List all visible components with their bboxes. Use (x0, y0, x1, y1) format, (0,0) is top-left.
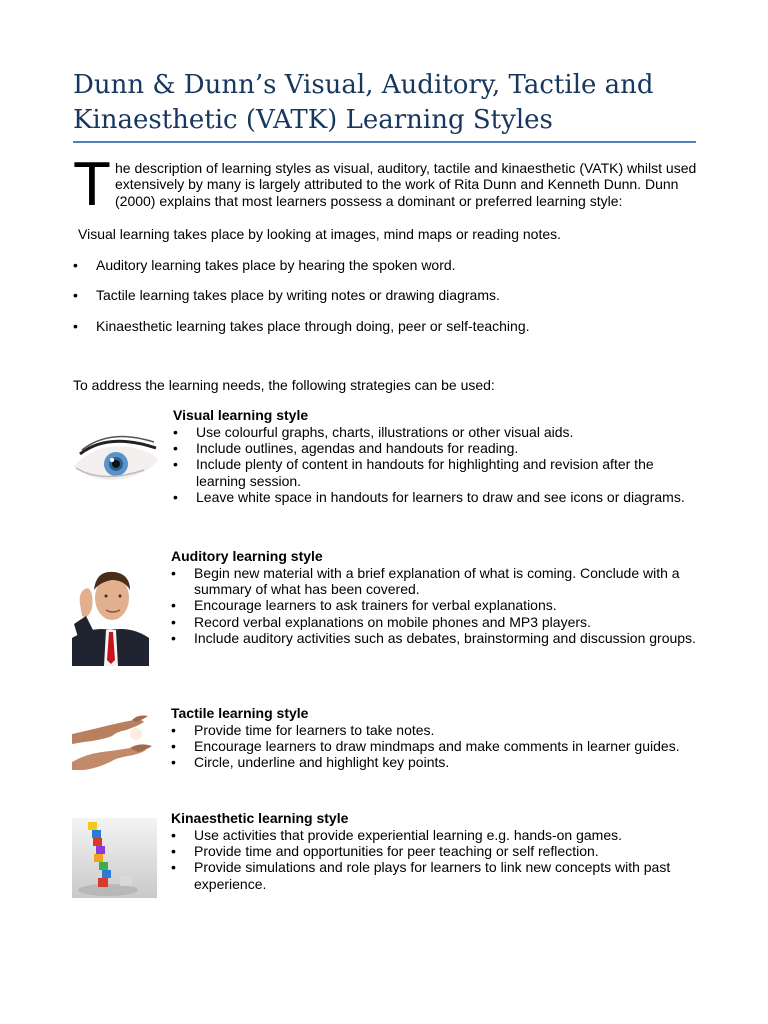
section-heading: Kinaesthetic learning style (171, 810, 349, 826)
list-item-text: Leave white space in handouts for learners to draw and see icons or diagrams. (196, 488, 685, 505)
list-item (171, 630, 701, 646)
auditory-strategy-list (171, 565, 701, 646)
bullet-text: Tactile learning takes place by writing notes or drawing diagrams. (96, 287, 500, 303)
bullet-glyph: • (173, 488, 178, 505)
hands-image (72, 710, 154, 772)
bullet-glyph: • (173, 424, 178, 440)
tactile-strategy-list (171, 722, 701, 771)
bullet-glyph: • (171, 722, 176, 738)
list-item (171, 597, 701, 613)
bullet-text: Kinaesthetic learning takes place through doing, peer or self-teaching. (96, 318, 530, 334)
list-item-text: Use activities that provide experiential learning e.g. hands-on games. (194, 827, 623, 843)
bullet-glyph: • (171, 597, 176, 614)
list-item (173, 440, 703, 456)
list-item (171, 614, 701, 630)
visual-learning-line: Visual learning takes place by looking at images, mind maps or reading notes. (78, 226, 562, 242)
list-item (171, 565, 701, 597)
bullet-glyph: • (171, 565, 176, 581)
bullet-glyph: • (171, 629, 176, 646)
bullet-glyph: • (73, 318, 78, 334)
bullet-glyph: • (171, 754, 176, 771)
list-item (171, 722, 701, 738)
bullet-glyph: • (171, 738, 176, 755)
list-item (171, 859, 701, 891)
section-heading: Auditory learning style (171, 548, 323, 564)
list-item-text: Record verbal explanations on mobile phones and MP3 players. (194, 613, 591, 630)
blocks-tower-image (72, 818, 157, 898)
list-item (173, 489, 703, 505)
strategies-intro: To address the learning needs, the following strategies can be used: (73, 377, 495, 393)
list-item (171, 843, 701, 859)
bullet-glyph: • (171, 859, 176, 876)
list-item-text: Use colourful graphs, charts, illustrations or other visual aids. (196, 424, 574, 440)
list-item (173, 456, 703, 488)
bullet-glyph: • (171, 827, 176, 843)
list-item-text: Provide time for learners to take notes. (194, 722, 435, 738)
bullet-glyph: • (73, 257, 78, 273)
list-item-text: Include auditory activities such as debates, brainstorming and discussion groups. (194, 629, 696, 646)
list-item-text: Encourage learners to ask trainers for verbal explanations. (194, 597, 557, 614)
list-item-text: Encourage learners to draw mindmaps and make comments in learner guides. (194, 738, 680, 755)
list-item-text: Circle, underline and highlight key points. (194, 754, 450, 771)
list-item-text: Begin new material with a brief explanation of what is coming. Conclude with a summary of what has been covered. (194, 565, 680, 598)
intro-text: he description of learning styles as visual, auditory, tactile and kinaesthetic (VATK) whilst used extensively by many is largely attributed to the work of Rita Dunn and Kenneth Dunn. Dunn (2000) explains that most learners possess a dominant or preferred learning style: (115, 160, 697, 209)
list-item (171, 738, 701, 754)
section-heading: Tactile learning style (171, 705, 309, 721)
list-item-text: Include plenty of content in handouts for highlighting and revision after the learning session. (196, 456, 654, 489)
kinaesthetic-strategy-list (171, 827, 701, 892)
drop-cap: T (73, 150, 111, 219)
list-item-text: Include outlines, agendas and handouts for reading. (196, 440, 519, 457)
list-item (171, 754, 701, 770)
listening-man-image (72, 564, 149, 666)
list-item-text: Provide simulations and role plays for learners to link new concepts with past experience. (194, 859, 671, 892)
bullet-glyph: • (173, 456, 178, 473)
list-item-text: Provide time and opportunities for peer teaching or self reflection. (194, 843, 599, 860)
list-item (171, 827, 701, 843)
bullet-glyph: • (173, 440, 178, 457)
eye-image (72, 430, 158, 492)
bullet-glyph: • (171, 843, 176, 860)
title-divider (73, 141, 696, 143)
list-item (173, 424, 703, 440)
visual-strategy-list (173, 424, 703, 505)
bullet-glyph: • (171, 613, 176, 630)
bullet-text: Auditory learning takes place by hearing the spoken word. (96, 257, 456, 273)
section-heading: Visual learning style (173, 407, 309, 423)
bullet-glyph: • (73, 287, 78, 303)
page-title: Dunn & Dunn’s Visual, Auditory, Tactile and Kinaesthetic (VATK) Learning Styles (73, 70, 654, 135)
